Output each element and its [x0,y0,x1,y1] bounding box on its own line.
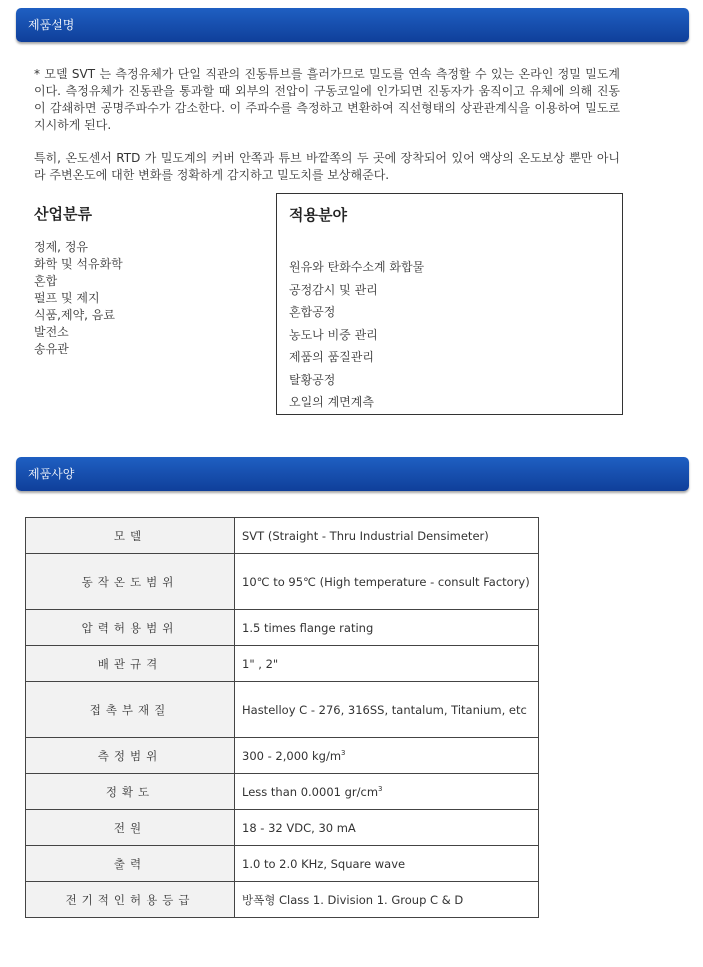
spec-value [235,774,539,810]
spec-row [26,774,539,810]
spec-row [26,682,539,738]
application-item: 공정감시 및 관리 [289,282,378,297]
spec-value [235,738,539,774]
spec-row [26,846,539,882]
industry-item: 펄프 및 제지 [34,291,100,305]
spec-label: 접촉부재질 [26,682,235,738]
industry-item: 식품,제약, 음료 [34,308,115,322]
spec-value-text: Less than 0.0001 gr/cm [242,784,379,799]
spec-row [26,610,539,646]
spec-value: 1" , 2" [235,646,539,682]
industry-item: 정제, 정유 [34,240,88,254]
spec-label: 배관규격 [26,646,235,682]
industry-list [34,239,123,358]
application-item: 혼합공정 [289,305,336,319]
spec-label: 모델 [26,518,235,554]
spec-value-superscript: 3 [341,748,346,757]
spec-label: 정확도 [26,774,235,810]
spec-row [26,646,539,682]
spec-row [26,810,539,846]
applications-title: 적용분야 [289,206,347,224]
spec-label: 압력허용범위 [26,610,235,646]
application-item: 탈황공정 [289,372,336,387]
spec-value-text: 300 - 2,000 kg/m [242,748,342,763]
application-item: 원유와 탄화수소계 화합물 [289,260,425,274]
description-paragraph-2: 특히, 온도센서 RTD 가 밀도계의 커버 안쪽과 튜브 바깥쪽의 두 곳에 장착되어 있어 액상의 온도보상 뿐만 아니라 주변온도에 대한 변화를 정확하게 감지하고 밀도치를 보상해준다. [34,151,620,182]
section-header-product-description [16,8,689,42]
spec-label: 전원 [26,810,235,846]
spec-row [26,554,539,610]
application-item: 농도나 비중 관리 [289,327,378,342]
industry-item: 화학 및 석유화학 [34,257,123,271]
section-header-product-specs [16,457,689,491]
industry-item: 송유관 [34,342,69,356]
section-title: 제품설명 [28,18,75,32]
spec-value: 1.0 to 2.0 KHz, Square wave [235,846,539,882]
industry-title: 산업분류 [34,205,92,223]
spec-row [26,738,539,774]
spec-value: SVT (Straight - Thru Industrial Densimeter) [235,518,539,554]
spec-value: 1.5 times flange rating [235,610,539,646]
spec-label: 출력 [26,846,235,882]
application-item: 제품의 품질관리 [289,350,374,364]
industry-item: 혼합 [34,274,58,288]
spec-label: 측정범위 [26,738,235,774]
spec-row [26,518,539,554]
industry-item: 발전소 [34,325,69,339]
section-title: 제품사양 [28,467,75,481]
description-paragraph-1: * 모델 SVT 는 측정유체가 단일 직관의 진동튜브를 흘러가므로 밀도를 연속 측정할 수 있는 온라인 정밀 밀도계이다. 측정유체가 진동관을 통과할 때 외부의 전압이 구동코일에 인가되면 진동자가 움직이고 유체에 의해 진동이 감쇄하면 공명주파수가 감소한다. 이 주파수를 측정하고 변환하여 직선형태의 상관관계식을 이용하여 밀도로 지시하게 된다. [34,67,620,132]
applications-box [276,193,623,415]
spec-table [25,517,539,918]
applications-list [289,256,424,414]
spec-value: 10℃ to 95℃ (High temperature - consult Factory) [235,554,539,610]
spec-label: 동작온도범위 [26,554,235,610]
application-item: 오일의 계면계측 [289,395,374,409]
spec-label: 전기적인허용등급 [26,882,235,918]
spec-row [26,882,539,918]
spec-value: 18 - 32 VDC, 30 mA [235,810,539,846]
spec-value: Hastelloy C - 276, 316SS, tantalum, Titanium, etc [235,682,539,738]
spec-value: 방폭형 Class 1. Division 1. Group C & D [235,882,539,918]
spec-value-superscript: 3 [378,784,383,793]
